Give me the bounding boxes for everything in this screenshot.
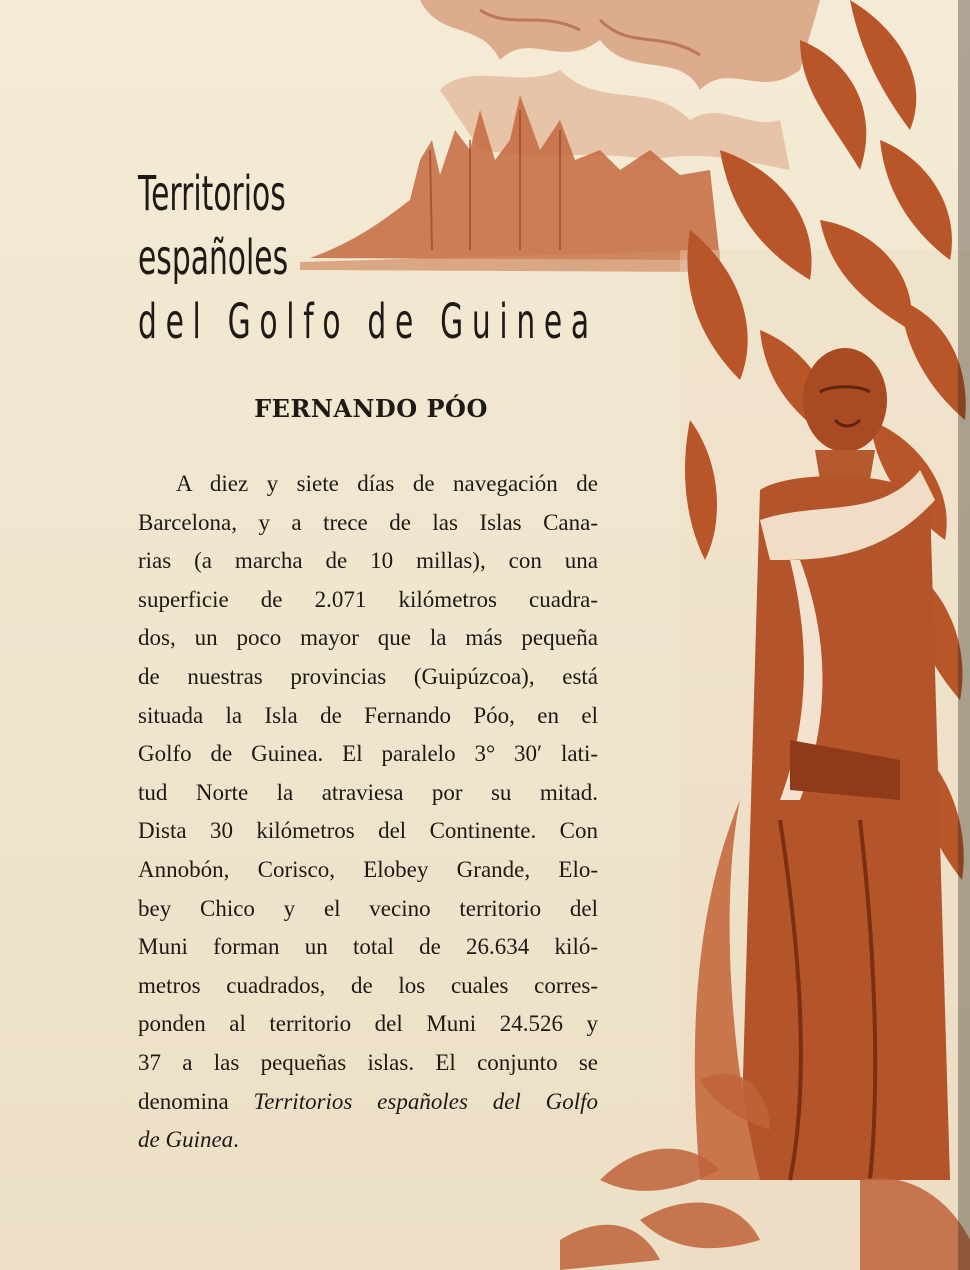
body-line: tud Norte la atraviesa por su mitad.: [138, 779, 598, 805]
italic-term-end: de Guinea: [138, 1127, 234, 1153]
body-line: A diez y siete días de navegación de: [176, 471, 598, 496]
body-line-italic-intro: [138, 1083, 598, 1122]
title-line-2: españoles: [138, 230, 289, 286]
body-line: rias (a marcha de 10 millas), con una: [138, 548, 598, 574]
body-prefix: denomina: [138, 1088, 254, 1114]
body-line-final: [138, 1121, 598, 1160]
body-line: 37 a las pequeñas islas. El conjunto se: [138, 1049, 598, 1075]
body-line: situada la Isla de Fernando Póo, en el: [138, 702, 598, 728]
section-heading: FERNANDO PÓO: [254, 394, 488, 423]
body-line: superficie de 2.071 kilómetros cuadra-: [138, 586, 598, 612]
italic-term: Territorios españoles del Golfo: [253, 1088, 599, 1114]
body-line: dos, un poco mayor que la más pequeña: [138, 625, 598, 651]
body-line: Barcelona, y a trece de las Islas Cana-: [138, 509, 598, 535]
body-line: Annobón, Corisco, Elobey Grande, Elo-: [138, 856, 598, 882]
body-line: ponden al territorio del Muni 24.526 y: [138, 1011, 598, 1037]
title-line-1: Territorios: [138, 166, 286, 222]
body-paragraph: [138, 465, 598, 1160]
title-line-3: del Golfo de Guinea: [138, 294, 598, 350]
body-line: Dista 30 kilómetros del Continente. Con: [138, 818, 598, 844]
body-line: Golfo de Guinea. El paralelo 3° 30′ lati-: [138, 741, 598, 767]
body-line: metros cuadrados, de los cuales corres-: [138, 972, 598, 998]
body-line: Muni forman un total de 26.634 kiló-: [138, 934, 598, 960]
body-line: de nuestras provincias (Guipúzcoa), está: [138, 663, 598, 689]
body-line: bey Chico y el vecino territorio del: [138, 895, 598, 921]
page-title: [138, 162, 598, 354]
final-period: .: [233, 1127, 239, 1153]
